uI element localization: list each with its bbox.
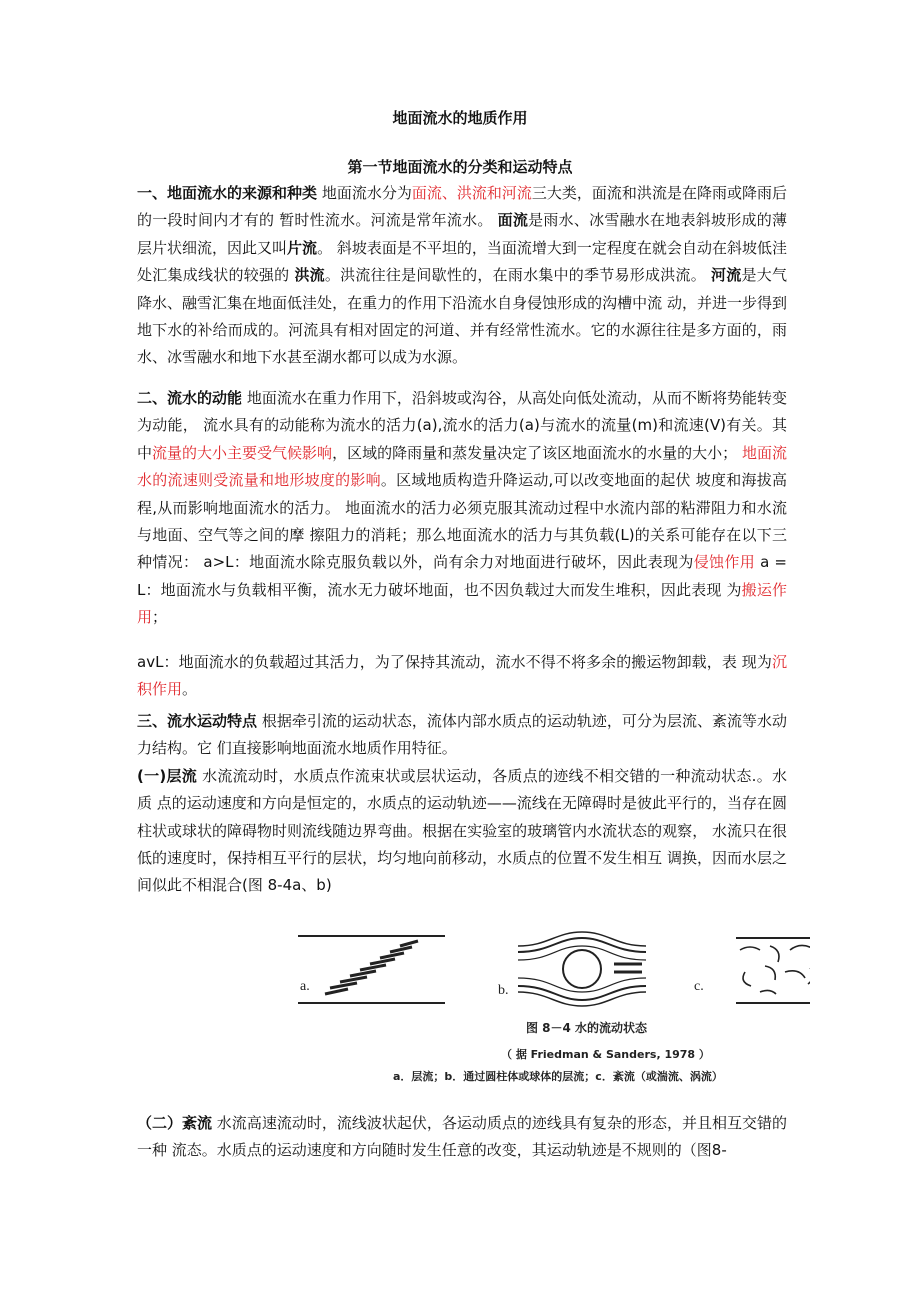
paragraph-sources-types bbox=[137, 180, 787, 372]
highlight-erosion: 侵蚀作用 bbox=[693, 553, 756, 572]
highlight-flow-climate: 流量的大小主要受气候影响 bbox=[152, 443, 333, 462]
text: 是大气降水、融雪汇集在地面低洼处，在重力的作用下沿流水自身侵蚀形成的沟槽中流 动，并进一步得到地下水的补给而成的。河流具有相对固定的河道、并有经常性流水。它的水源往往是多方面的，雨水、冰雪融水和地下水甚至湖水都可以成为水源。 bbox=[137, 266, 787, 367]
text: ； bbox=[152, 608, 168, 627]
text: a = L：地面流水与负载相平衡，流水无力破坏地面，也不因负载过大而发生堆积，因此表现 为 bbox=[137, 553, 788, 599]
document-title: 地面流水的地质作用 bbox=[392, 109, 528, 127]
term-flood-flow: 洪流 bbox=[294, 266, 325, 285]
text: ，区域的降雨量和蒸发量决定了该区地面流水的水量的大小； bbox=[332, 443, 742, 462]
term-river: 河流 bbox=[710, 266, 742, 285]
panel-c-turbulent bbox=[694, 938, 810, 1003]
text: 。洪流往往是间歇性的，在雨水集中的季节易形成洪流。 bbox=[324, 266, 711, 285]
text: avL：地面流水的负载超过其活力，为了保持其流动，流水不得不将多余的搬运物卸载，表 现为 bbox=[137, 653, 772, 671]
text: 三大类，面流和洪流是在降雨或降雨后的一段时间内才有的 暂时性流水。河流是常年流水。 bbox=[137, 184, 787, 230]
panel-a-laminar bbox=[298, 936, 445, 1003]
heading-sources: 一、地面流水的来源和种类 bbox=[137, 184, 318, 202]
text: 地面流水在重力作用下，沿斜坡或沟谷，从高处向低处流动，从而不断将势能转变为动能， 流水具有的动能称为流水的活力(a),流水的活力(a)与流水的流量(m)和流速(V)有关。其 中 bbox=[137, 389, 787, 462]
highlight-velocity-slope: 地面流水的流速则受流量和地形坡度的影响 bbox=[137, 443, 787, 490]
paragraph-kinetic-energy bbox=[137, 385, 787, 632]
figure-source: （ 据 Friedman & Sanders, 1978 ） bbox=[501, 1048, 710, 1061]
term-sheetwash: 片流 bbox=[287, 238, 318, 257]
paragraph-flow-characteristics bbox=[137, 708, 787, 900]
paragraph-deposition bbox=[137, 649, 787, 704]
highlight-deposition: 沉积作用 bbox=[137, 653, 787, 699]
section-title: 第一节地面流水的分类和运动特点 bbox=[347, 158, 573, 176]
label-c: c. bbox=[694, 979, 704, 994]
heading-flow-characteristics: 三、流水运动特点 bbox=[137, 712, 258, 730]
subheading-turbulent: （二）紊流 bbox=[137, 1114, 213, 1132]
subheading-laminar: (一)层流 bbox=[137, 766, 198, 785]
text: 水流高速流动时，流线波状起伏，各运动质点的迹线具有复杂的形态，并且相互交错的一种 流态。水质点的运动速度和方向随时发生任意的改变，其运动轨迹是不规则的（图8- bbox=[137, 1114, 787, 1160]
text: 。 bbox=[182, 680, 198, 699]
figure-caption: 图 8－4 水的流动状态 bbox=[526, 1021, 648, 1035]
term-sheet-flow: 面流 bbox=[497, 211, 529, 230]
paragraph-turbulent bbox=[137, 1110, 787, 1165]
text: 。 斜坡表面是不平坦的，当面流增大到一定程度在就会自动在斜坡低洼处汇集成线状的较强的 bbox=[137, 238, 787, 285]
text: 地面流水分为 bbox=[317, 184, 412, 202]
label-b: b. bbox=[498, 983, 509, 998]
text: 水流流动时，水质点作流束状或层状运动，各质点的迹线不相交错的一种流动状态.。水质 点的运动速度和方向是恒定的，水质点的运动轨迹——流线在无障碍时是彼此平行的，当存在圆柱状或球状的障碍物时则流线随边界弯曲。根据在实验室的玻璃管内水流状态的观察， 水流只在很低的速度时，保持相互平行的层状，均匀地向前移动，水质点的位置不发生相互 调换，因而水层之间似此不相混合(图 8-4a、b) bbox=[137, 766, 787, 895]
highlight-transport: 搬运作用 bbox=[137, 580, 787, 627]
flow-state-figure bbox=[290, 928, 810, 1088]
label-a: a. bbox=[300, 979, 310, 994]
text: 。区域地质构造升降运动,可以改变地面的起伏 坡度和海拔高程,从而影响地面流水的活力。 地面流水的活力必须克服其流动过程中水流内部的粘滞阻力和水流与地面、空气等之间的摩 擦阻力的消耗；那么地面流水的活力与其负载(L)的关系可能存在以下三种情况： a>L：地面流水除克服负载以外，尚有余力对地面进行破坏，因此表现为 bbox=[137, 471, 787, 572]
heading-kinetic: 二、流水的动能 bbox=[137, 389, 243, 407]
text: 根据牵引流的运动状态，流体内部水质点的运动轨迹，可分为层流、紊流等水动力结构。它 们直接影响地面流水地质作用特征。 bbox=[137, 712, 787, 758]
panel-b-obstacle bbox=[498, 932, 646, 1006]
highlight-three-types: 面流、洪流和河流 bbox=[411, 184, 532, 202]
figure-legend: a．层流；b．通过圆柱体或球体的层流；c．紊流（或湍流、涡流） bbox=[393, 1070, 723, 1083]
text: 是雨水、冰雪融水在地表斜坡形成的薄层片状细流，因此又叫 bbox=[137, 211, 787, 257]
